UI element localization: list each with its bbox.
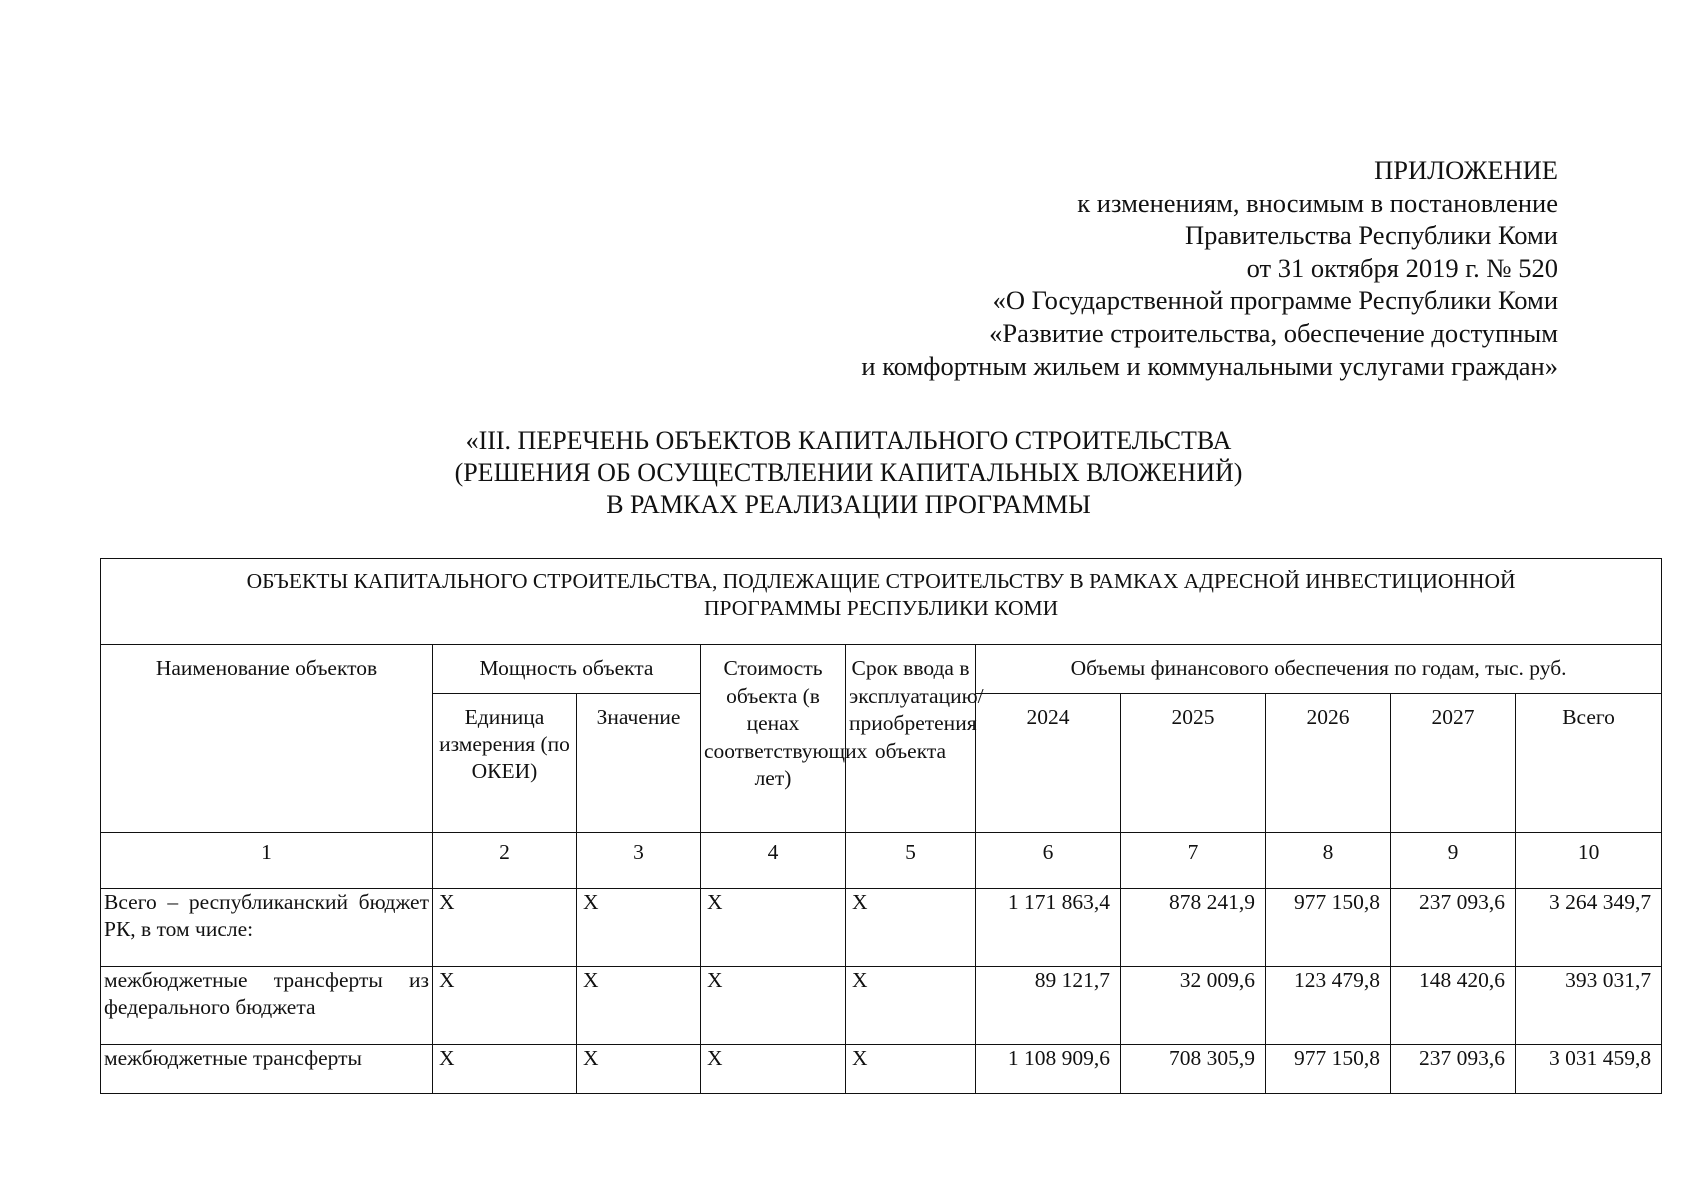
row-2025: 878 241,9 [1121, 889, 1266, 967]
row-2027: 237 093,6 [1391, 889, 1516, 967]
row-total: 3 264 349,7 [1516, 889, 1662, 967]
annex-header [861, 154, 1558, 382]
annex-line: и комфортным жильем и коммунальными услугами граждан» [861, 350, 1558, 381]
row-2025: 32 009,6 [1121, 967, 1266, 1045]
row-2026: 977 150,8 [1266, 1045, 1391, 1094]
header-funding: Объемы финансового обеспечения по годам, тыс. руб. [976, 645, 1662, 694]
annex-line: ПРИЛОЖЕНИЕ [1374, 155, 1558, 185]
header-total: Всего [1516, 694, 1662, 833]
table-caption-line: ОБЪЕКТЫ КАПИТАЛЬНОГО СТРОИТЕЛЬСТВА, ПОДЛЕЖАЩИЕ СТРОИТЕЛЬСТВУ В РАМКАХ АДРЕСНОЙ ИНВЕСТИЦИОННОЙ [246, 569, 1516, 593]
row-2024: 1 108 909,6 [976, 1045, 1121, 1094]
section-title-line: «III. ПЕРЕЧЕНЬ ОБЪЕКТОВ КАПИТАЛЬНОГО СТРОИТЕЛЬСТВА [465, 426, 1232, 455]
row-2026: 977 150,8 [1266, 889, 1391, 967]
row-value: X [577, 1045, 701, 1094]
header-name: Наименование объектов [101, 645, 433, 833]
header-cost: Стоимость объекта (в ценах соответствующих лет) [701, 645, 846, 833]
row-name: межбюджетные трансферты [101, 1045, 433, 1094]
row-cost: X [701, 1045, 846, 1094]
row-term: X [846, 889, 976, 967]
row-2024: 89 121,7 [976, 967, 1121, 1045]
capital-objects-table [100, 558, 1662, 1094]
header-year-2025: 2025 [1121, 694, 1266, 833]
row-term: X [846, 967, 976, 1045]
row-total: 3 031 459,8 [1516, 1045, 1662, 1094]
header-year-2024: 2024 [976, 694, 1121, 833]
annex-line: «О Государственной программе Республики Коми [992, 285, 1558, 316]
annex-line: «Развитие строительства, обеспечение доступным [989, 317, 1558, 348]
row-name: Всего – республиканский бюджет РК, в том числе: [101, 889, 433, 967]
table-row [101, 967, 1662, 1045]
row-value: X [577, 967, 701, 1045]
column-number: 5 [846, 833, 976, 889]
table-caption [101, 559, 1662, 645]
row-2025: 708 305,9 [1121, 1045, 1266, 1094]
column-number-row [101, 833, 1662, 889]
header-unit: Единица измерения (по ОКЕИ) [433, 694, 577, 833]
header-capacity: Мощность объекта [433, 645, 701, 694]
row-2026: 123 479,8 [1266, 967, 1391, 1045]
row-value: X [577, 889, 701, 967]
row-name: межбюджетные трансферты из федерального бюджета [101, 967, 433, 1045]
row-unit: X [433, 967, 577, 1045]
table-row [101, 889, 1662, 967]
row-2027: 148 420,6 [1391, 967, 1516, 1045]
column-number: 6 [976, 833, 1121, 889]
column-number: 3 [577, 833, 701, 889]
row-2027: 237 093,6 [1391, 1045, 1516, 1094]
row-2024: 1 171 863,4 [976, 889, 1121, 967]
column-number: 8 [1266, 833, 1391, 889]
table-row [101, 1045, 1662, 1094]
row-total: 393 031,7 [1516, 967, 1662, 1045]
section-title-line: (РЕШЕНИЯ ОБ ОСУЩЕСТВЛЕНИИ КАПИТАЛЬНЫХ ВЛОЖЕНИЙ) [454, 458, 1243, 487]
section-title [0, 425, 1697, 521]
row-cost: X [701, 967, 846, 1045]
header-value: Значение [577, 694, 701, 833]
row-cost: X [701, 889, 846, 967]
column-number: 2 [433, 833, 577, 889]
header-term: Срок ввода в эксплуатацию/приобретения объекта [846, 645, 976, 833]
column-number: 1 [101, 833, 433, 889]
header-year-2027: 2027 [1391, 694, 1516, 833]
row-unit: X [433, 889, 577, 967]
column-number: 4 [701, 833, 846, 889]
row-unit: X [433, 1045, 577, 1094]
header-year-2026: 2026 [1266, 694, 1391, 833]
table-caption-line: ПРОГРАММЫ РЕСПУБЛИКИ КОМИ [704, 596, 1059, 620]
row-term: X [846, 1045, 976, 1094]
section-title-line: В РАМКАХ РЕАЛИЗАЦИИ ПРОГРАММЫ [606, 490, 1091, 519]
column-number: 9 [1391, 833, 1516, 889]
annex-line: от 31 октября 2019 г. № 520 [1246, 252, 1558, 283]
annex-line: Правительства Республики Коми [1184, 220, 1558, 251]
column-number: 10 [1516, 833, 1662, 889]
column-number: 7 [1121, 833, 1266, 889]
annex-line: к изменениям, вносимым в постановление [1077, 187, 1558, 218]
